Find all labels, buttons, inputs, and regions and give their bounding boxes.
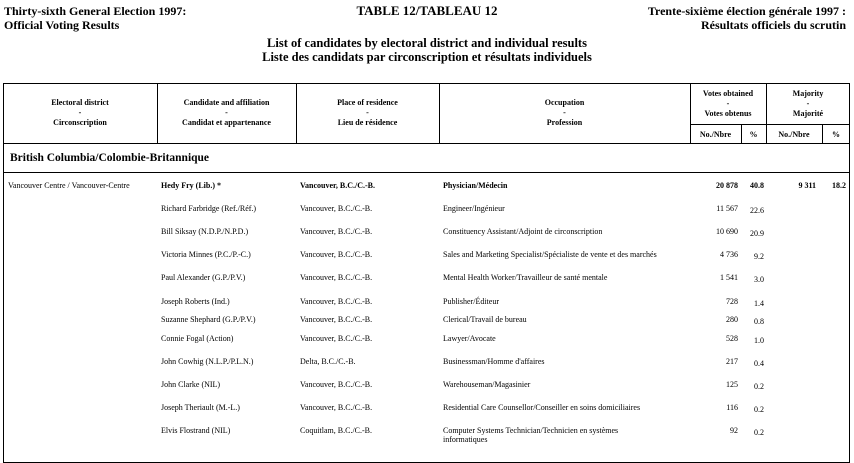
candidate-occupation: Engineer/Ingénieur <box>443 204 505 213</box>
header-right-line1: Trente-sixième élection générale 1997 : <box>647 4 846 18</box>
candidate-votes: 92 <box>730 426 738 435</box>
candidate-residence: Vancouver, B.C./C.-B. <box>300 297 373 306</box>
col-majority-no: No./Nbre <box>778 130 810 139</box>
candidate-pct: 22.6 <box>750 206 764 215</box>
province-divider <box>3 172 850 173</box>
candidate-residence: Delta, B.C./C.-B. <box>300 357 356 366</box>
candidate-occupation-cont: informatiques <box>443 435 488 444</box>
candidate-votes: 280 <box>726 315 738 324</box>
candidate-occupation: Constituency Assistant/Adjoint de circonscription <box>443 227 603 236</box>
candidate-residence: Vancouver, B.C./C.-B. <box>300 380 373 389</box>
col-candidate: Candidate and affiliation - Candidat et appartenance <box>182 98 271 127</box>
candidate-name: Suzanne Shephard (G.P./P.V.) <box>161 315 256 324</box>
candidate-pct: 20.9 <box>750 229 764 238</box>
candidate-votes: 20 878 <box>716 181 738 190</box>
subtitle <box>0 36 854 64</box>
col-majority-pct: % <box>832 130 840 139</box>
header-right-line2: Résultats officiels du scrutin <box>701 18 846 32</box>
col-residence: Place of residence - Lieu de résidence <box>337 98 398 127</box>
candidate-votes: 11 567 <box>716 204 738 213</box>
candidate-name: John Clarke (NIL) <box>161 380 221 389</box>
candidate-votes: 728 <box>726 297 738 306</box>
candidate-votes: 4 736 <box>720 250 738 259</box>
candidate-pct: 0.2 <box>754 428 764 437</box>
subtitle-fr: Liste des candidats par circonscription et résultats individuels <box>262 50 592 64</box>
col-occupation: Occupation - Profession <box>544 98 585 127</box>
province-heading: British Columbia/Colombie-Britannique <box>10 152 210 164</box>
subtitle-en: List of candidates by electoral district and individual results <box>267 36 587 50</box>
candidate-name: Connie Fogal (Action) <box>161 334 234 343</box>
candidate-residence: Vancouver, B.C./C.-B. <box>300 334 373 343</box>
candidate-name: Bill Siksay (N.D.P./N.P.D.) <box>161 227 249 236</box>
candidate-pct: 0.4 <box>754 359 764 368</box>
candidate-name: Joseph Theriault (M.-L.) <box>161 403 240 412</box>
table-title: TABLE 12/TABLEAU 12 <box>356 3 498 18</box>
candidate-residence: Coquitlam, B.C./C.-B. <box>300 426 373 435</box>
header-divider <box>3 143 850 144</box>
majority-votes: 9 311 <box>798 181 816 190</box>
candidate-occupation: Businessman/Homme d'affaires <box>443 357 545 366</box>
candidate-pct: 0.2 <box>754 382 764 391</box>
candidate-occupation: Warehouseman/Magasinier <box>443 380 531 389</box>
candidate-votes: 217 <box>726 357 738 366</box>
header-left-line1: Thirty-sixth General Election 1997: <box>4 4 187 18</box>
col-district: Electoral district - Circonscription <box>51 98 109 127</box>
candidate-pct: 40.8 <box>750 181 764 190</box>
candidate-pct: 3.0 <box>754 275 764 284</box>
candidate-occupation: Residential Care Counsellor/Conseiller en soins domiciliaires <box>443 403 641 412</box>
candidate-name: Paul Alexander (G.P./P.V.) <box>161 273 246 282</box>
candidate-votes: 1 541 <box>720 273 738 282</box>
candidate-occupation: Publisher/Éditeur <box>443 297 499 306</box>
candidate-name: John Cowhig (N.L.P./P.L.N.) <box>161 357 254 366</box>
candidate-votes: 10 690 <box>716 227 738 236</box>
col-majority: Majority - Majorité <box>792 89 824 118</box>
candidate-residence: Vancouver, B.C./C.-B. <box>300 250 373 259</box>
candidate-occupation: Physician/Médecin <box>443 181 508 190</box>
candidate-name: Joseph Roberts (Ind.) <box>161 297 230 306</box>
candidate-pct: 1.0 <box>754 336 764 345</box>
subheader-divider <box>690 124 849 125</box>
candidate-votes: 125 <box>726 380 738 389</box>
candidate-votes: 528 <box>726 334 738 343</box>
candidate-name: Hedy Fry (Lib.) * <box>161 181 221 190</box>
candidate-residence: Vancouver, B.C./C.-B. <box>300 315 373 324</box>
candidate-residence: Vancouver, B.C./C.-B. <box>300 273 373 282</box>
district-name: Vancouver Centre / Vancouver-Centre <box>8 181 130 190</box>
candidate-name: Victoria Minnes (P.C./P.-C.) <box>161 250 251 259</box>
candidate-occupation: Computer Systems Technician/Technicien en systèmes <box>443 426 619 435</box>
candidate-occupation: Sales and Marketing Specialist/Spécialiste de vente et des marchés <box>443 250 657 259</box>
candidate-occupation: Clerical/Travail de bureau <box>443 315 527 324</box>
col-votes-no: No./Nbre <box>699 130 732 139</box>
header-right <box>648 4 846 32</box>
candidate-residence: Vancouver, B.C./C.-B. <box>300 181 375 190</box>
col-votes-pct: % <box>749 130 758 139</box>
header-left-line2: Official Voting Results <box>4 18 120 32</box>
candidate-occupation: Mental Health Worker/Travailleur de santé mentale <box>443 273 608 282</box>
col-votes: Votes obtained - Votes obtenus <box>702 89 754 118</box>
candidate-residence: Vancouver, B.C./C.-B. <box>300 403 373 412</box>
candidate-name: Richard Farbridge (Ref./Réf.) <box>161 204 257 213</box>
candidate-pct: 1.4 <box>754 299 764 308</box>
candidate-residence: Vancouver, B.C./C.-B. <box>300 204 373 213</box>
candidate-name: Elvis Flostrand (NIL) <box>161 426 231 435</box>
candidate-pct: 9.2 <box>754 252 764 261</box>
candidate-pct: 0.2 <box>754 405 764 414</box>
candidate-occupation: Lawyer/Avocate <box>443 334 496 343</box>
candidate-votes: 116 <box>726 403 738 412</box>
candidate-residence: Vancouver, B.C./C.-B. <box>300 227 373 236</box>
candidate-pct: 0.8 <box>754 317 764 326</box>
majority-pct: 18.2 <box>832 181 846 190</box>
